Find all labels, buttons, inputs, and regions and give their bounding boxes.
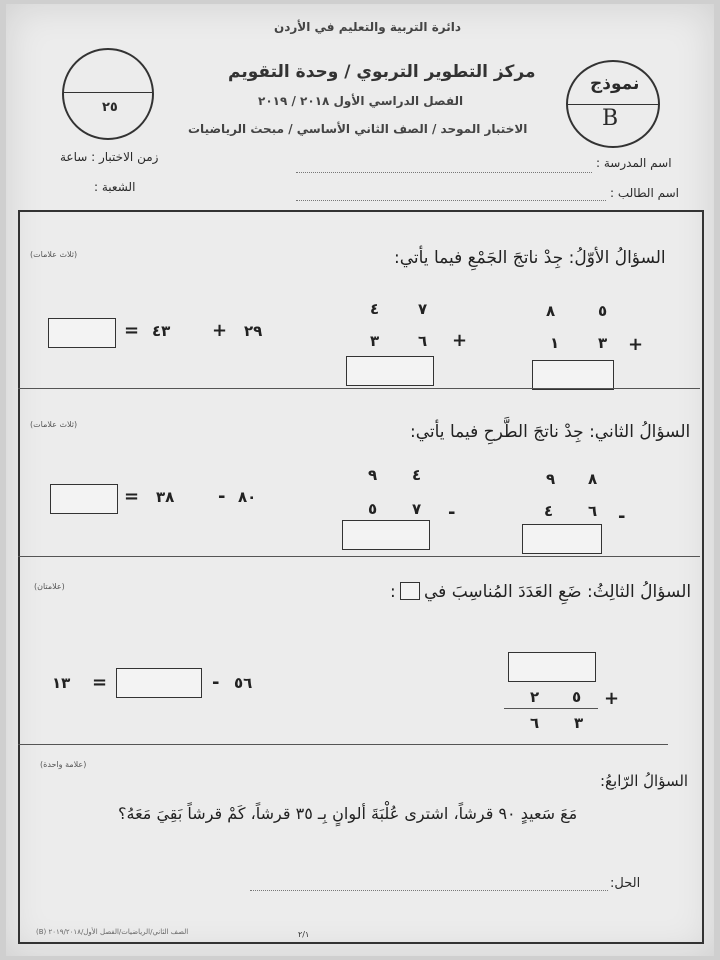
q3-b-answer-box[interactable] <box>116 668 202 698</box>
q1-marks: (ثلاث علامات) <box>30 250 78 259</box>
section-label: الشعبة : <box>94 180 136 194</box>
q2-divider <box>18 556 700 557</box>
q1-title: السؤالُ الأوّلُ: جِدْ ناتجَ الجَمْعِ فيما يأتي: <box>394 248 666 268</box>
directorate-title: دائرة التربية والتعليم في الأردن <box>274 20 462 34</box>
q3-marks: (علامتان) <box>34 582 65 591</box>
school-field[interactable] <box>296 172 592 173</box>
student-label: اسم الطالب : <box>610 186 679 200</box>
q2-c-answer-box[interactable] <box>50 484 118 514</box>
header-divider <box>18 210 704 212</box>
exam-title: الاختبار الموحد / الصف الثاني الأساسي / مبحث الرياضيات <box>188 122 528 136</box>
q3-title-colon: : <box>390 582 396 602</box>
q3-divider <box>18 744 668 745</box>
q3-title: السؤالُ الثالِثُ: ضَعِ العَدَدَ المُناسِبَ في <box>424 582 692 602</box>
q2-title: السؤالُ الثاني: جِدْ ناتجَ الطَّرحِ فيما يأتي: <box>410 422 691 442</box>
solution-field[interactable] <box>250 890 608 891</box>
q4-marks: (علامة واحدة) <box>40 760 87 769</box>
solution-label: الحل: <box>610 876 641 891</box>
score-circle <box>62 48 154 140</box>
footer-note: الصف الثاني/الرياضيات/الفصل الأول/٢٠١٩/٢٠١٨ (B) <box>36 928 189 936</box>
model-circle <box>566 60 660 148</box>
semester-title: الفصل الدراسي الأول ٢٠١٨ / ٢٠١٩ <box>258 94 464 108</box>
q3-title-box-icon <box>400 582 420 600</box>
q2-a-answer-box[interactable] <box>522 524 602 554</box>
q1-a-answer-box[interactable] <box>532 360 614 390</box>
center-title: مركز التطوير التربوي / وحدة التقويم <box>228 62 536 82</box>
q3-a-sum-line <box>504 708 598 709</box>
q4-title: السؤالُ الرّابعُ: <box>600 772 689 790</box>
q1-b-answer-box[interactable] <box>346 356 434 386</box>
model-code: B <box>602 106 619 131</box>
exam-paper: دائرة التربية والتعليم في الأردن مركز التطوير التربوي / وحدة التقويم الفصل الدراسي الأول ٢٠١٨ / ٢٠١٩ الاختبار الموحد / الصف الثاني الأساسي / مبحث الرياضيات ٢٥ نموذج B اسم المدرسة : اسم الطالب : زمن الاختبار : ساعة الشعبة : (ثلاث علامات) السؤالُ الأوّلُ: جِدْ ناتجَ الجَمْعِ فيما يأتي: ٨ ٥ ١ ٣ + ٤ ٧ ٣ ٦ + = ٤٣ + ٢٩ (ثلاث علامات) السؤالُ الثاني: جِدْ ناتجَ الطَّرحِ فيما يأتي: ٩ ٨ ٤ ٦ - ٩ ٤ ٥ ٧ - = ٣٨ - ٨٠ (علامتان) السؤالُ الثالِثُ: ضَعِ العَدَدَ المُناسِبَ في : ٢ ٥ + ٦ ٣ ١٣ = - ٥٦ (علامة واحدة) السؤالُ الرّابعُ: مَعَ سَعيدٍ ٩٠ قرشاً، اشترى عُلْبَةَ ألوانٍ بِـ ٣٥ قرشاً، كَمْ قرشاً بَقِيَ مَعَهُ؟ الحل: ٢/١ الصف الثاني/الرياضيات/الفصل الأول/٢٠١٩/٢٠١٨ (B) <box>6 4 714 956</box>
q3-a-answer-box[interactable] <box>508 652 596 682</box>
questions-frame <box>18 210 704 944</box>
q1-c-answer-box[interactable] <box>48 318 116 348</box>
q2-b-answer-box[interactable] <box>342 520 430 550</box>
q1-divider <box>18 388 700 389</box>
q2-marks: (ثلاث علامات) <box>30 420 78 429</box>
time-label: زمن الاختبار : ساعة <box>60 150 159 164</box>
total-score: ٢٥ <box>102 100 118 115</box>
q4-problem-text: مَعَ سَعيدٍ ٩٠ قرشاً، اشترى عُلْبَةَ ألوانٍ بِـ ٣٥ قرشاً، كَمْ قرشاً بَقِيَ مَعَهُ؟ <box>118 804 578 823</box>
page-number: ٢/١ <box>298 930 310 939</box>
student-field[interactable] <box>296 200 606 201</box>
model-label: نموذج <box>590 74 640 94</box>
school-label: اسم المدرسة : <box>596 156 672 170</box>
